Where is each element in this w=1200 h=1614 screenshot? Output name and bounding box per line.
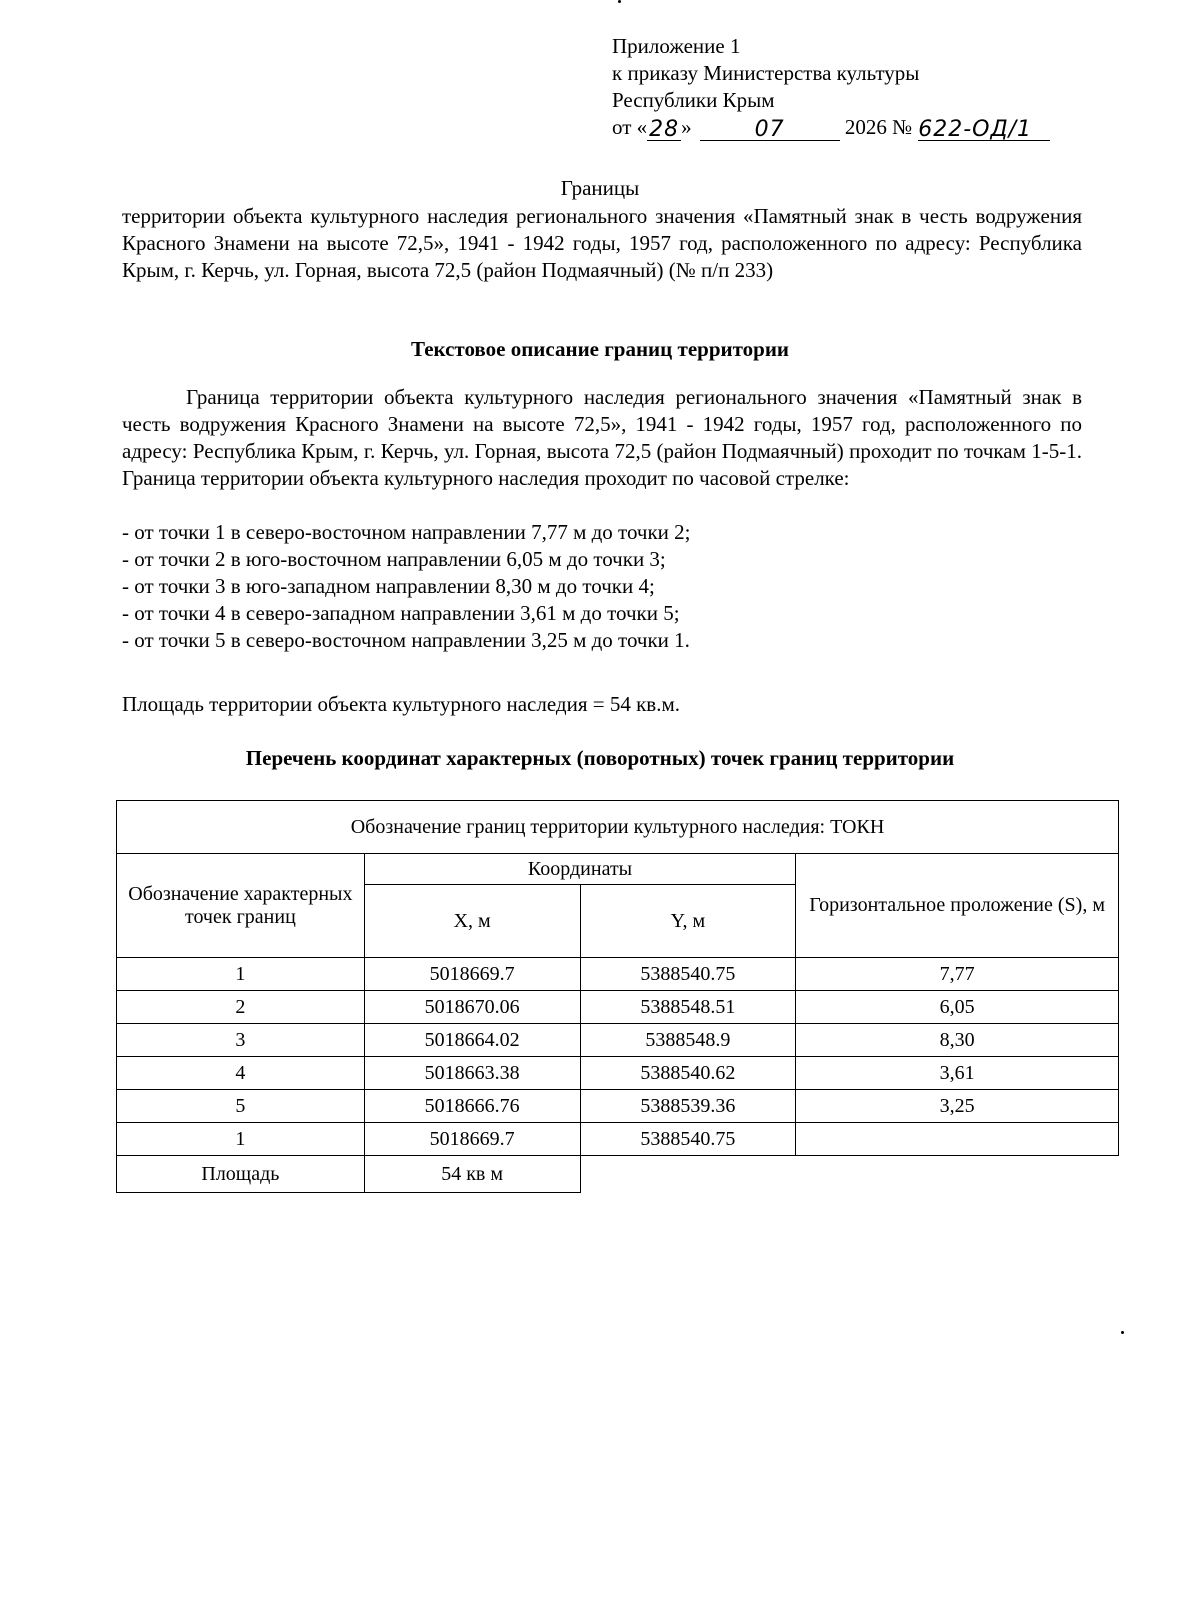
- cell-s: 6,05: [796, 991, 1119, 1024]
- table-row: [117, 958, 1119, 991]
- table-caption: Обозначение границ территории культурного наследия: ТОКН: [117, 801, 1119, 854]
- appendix-line-3: Республики Крым: [612, 88, 775, 112]
- section-heading-description: Текстовое описание границ территории: [410, 337, 790, 361]
- appendix-header: [612, 33, 1050, 141]
- empty-cell: [580, 1156, 796, 1193]
- table-row: [117, 1123, 1119, 1156]
- boundary-description: Граница территории объекта культурного наследия регионального значения «Памятный знак в честь водружения Красного Знамени на высоте 72,5», 1941 - 1942 годы, 1957 год, расположенного по адресу: Республика Крым, г. Керчь, ул. Горная, высота 72,5 (район Подмаячный) проходит по точкам 1-5-1. Граница территории объекта культурного наследия проходит по часовой стрелке:: [122, 385, 1082, 490]
- cell-s: 8,30: [796, 1024, 1119, 1057]
- cell-y: 5388548.51: [580, 991, 796, 1024]
- boundary-step: - от точки 2 в юго-восточном направлении 6,05 м до точки 3;: [122, 547, 666, 571]
- header-point: Обозначение характерных точек границ: [117, 854, 365, 958]
- header-coordinates: Координаты: [364, 854, 796, 885]
- cell-s: 3,61: [796, 1057, 1119, 1090]
- boundary-step: - от точки 3 в юго-западном направлении 8,30 м до точки 4;: [122, 574, 655, 598]
- boundary-step: - от точки 1 в северо-восточном направлении 7,77 м до точки 2;: [122, 520, 691, 544]
- cell-s: [796, 1123, 1119, 1156]
- handwritten-day: 28: [649, 117, 680, 142]
- cell-x: 5018670.06: [364, 991, 580, 1024]
- date-year: 2026 №: [844, 115, 913, 139]
- section-heading-coordinates: Перечень координат характерных (поворотных) точек границ территории: [245, 746, 955, 770]
- table-row: [117, 1024, 1119, 1057]
- boundary-steps-list: [122, 519, 691, 654]
- cell-y: 5388548.9: [580, 1024, 796, 1057]
- cell-point: 1: [117, 1123, 365, 1156]
- cell-point: 5: [117, 1090, 365, 1123]
- cell-y: 5388540.75: [580, 958, 796, 991]
- scan-speck: [1121, 1331, 1124, 1334]
- header-x: X, м: [364, 885, 580, 958]
- cell-x: 5018663.38: [364, 1057, 580, 1090]
- table-area-row: [117, 1156, 1119, 1193]
- handwritten-order-number: 622-ОД/1: [918, 116, 1050, 141]
- empty-cell: [796, 1156, 1119, 1193]
- table-row: [117, 1090, 1119, 1123]
- boundary-step: - от точки 4 в северо-западном направлении 3,61 м до точки 5;: [122, 601, 680, 625]
- cell-x: 5018666.76: [364, 1090, 580, 1123]
- cell-s: 7,77: [796, 958, 1119, 991]
- coordinates-table: [116, 800, 1119, 1193]
- document-title: Границы: [560, 176, 640, 200]
- header-y: Y, м: [580, 885, 796, 958]
- cell-y: 5388540.62: [580, 1057, 796, 1090]
- document-subtitle: территории объекта культурного наследия регионального значения «Памятный знак в честь водружения Красного Знамени на высоте 72,5», 1941 - 1942 годы, 1957 год, расположенного по адресу: Республика Крым, г. Керчь, ул. Горная, высота 72,5 (район Подмаячный) (№ п/п 233): [122, 204, 1082, 282]
- appendix-line-2: к приказу Министерства культуры: [612, 61, 920, 85]
- area-value-cell: 54 кв м: [364, 1156, 580, 1193]
- cell-y: 5388539.36: [580, 1090, 796, 1123]
- header-horizontal-distance: Горизонтальное проложение (S), м: [796, 854, 1119, 958]
- cell-y: 5388540.75: [580, 1123, 796, 1156]
- cell-point: 1: [117, 958, 365, 991]
- cell-x: 5018669.7: [364, 1123, 580, 1156]
- area-statement: Площадь территории объекта культурного наследия = 54 кв.м.: [122, 692, 680, 716]
- cell-point: 3: [117, 1024, 365, 1057]
- appendix-line-1: Приложение 1: [612, 34, 741, 58]
- cell-x: 5018664.02: [364, 1024, 580, 1057]
- order-date-line: [612, 114, 1050, 141]
- date-mid: »: [681, 115, 692, 139]
- table-row: [117, 1057, 1119, 1090]
- area-label-cell: Площадь: [117, 1156, 365, 1193]
- cell-s: 3,25: [796, 1090, 1119, 1123]
- cell-x: 5018669.7: [364, 958, 580, 991]
- cell-point: 4: [117, 1057, 365, 1090]
- handwritten-month: 07: [700, 116, 840, 141]
- boundary-step: - от точки 5 в северо-восточном направлении 3,25 м до точки 1.: [122, 628, 690, 652]
- table-row: [117, 991, 1119, 1024]
- scan-speck: [618, 0, 621, 3]
- cell-point: 2: [117, 991, 365, 1024]
- date-prefix: от «: [612, 115, 648, 139]
